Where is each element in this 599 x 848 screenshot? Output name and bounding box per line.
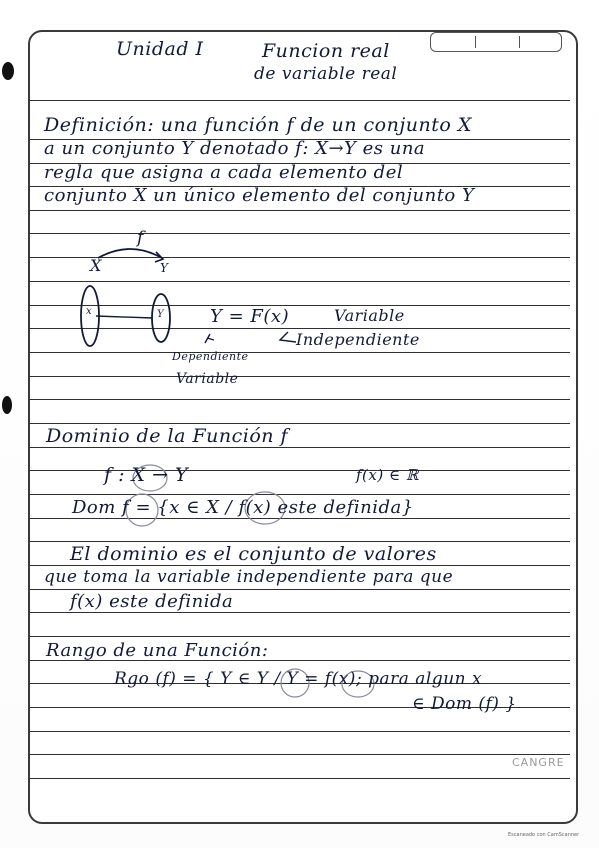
range-formula-line-1: Rgo (f) = { Y ∈ Y / Y = f(x); para algun x	[114, 669, 483, 689]
oval-y-label: Y	[157, 309, 165, 320]
dependent-label: Dependiente	[172, 350, 249, 363]
function-equation: Y = F(x)	[210, 306, 290, 327]
range-heading: Rango de una Función:	[46, 640, 269, 661]
domain-formula: Dom f = {x ∈ X / f(x) este definida}	[72, 497, 414, 518]
independent-label: Independiente	[296, 330, 420, 349]
domain-text-line-2: que toma la variable independiente para que	[44, 567, 454, 587]
definition-line-2: a un conjunto Y denotado f: X→Y es una	[44, 138, 426, 159]
mapping-arrow	[98, 249, 162, 258]
domain-mapping: f : X → Y	[104, 464, 189, 486]
variable-bottom-label: Variable	[176, 371, 239, 387]
definition-line-4: conjunto X un único elemento del conjunto Y	[44, 185, 475, 206]
variable-top-label: Variable	[334, 306, 405, 325]
domain-text-line-3: f(x) este definida	[70, 591, 234, 612]
range-formula-line-2: ∈ Dom (f) }	[412, 694, 517, 714]
oval-x-label: x	[86, 306, 93, 317]
domain-membership: f(x) ∈ ℝ	[356, 466, 419, 484]
notebook-brand-stamp: CANGRE	[512, 756, 565, 769]
scanner-watermark: Escaneado con CamScanner	[508, 832, 580, 838]
domain-text-line-1: El dominio es el conjunto de valores	[70, 543, 437, 565]
oval-connector	[96, 316, 152, 318]
f-arrow-label: f	[137, 228, 144, 248]
y-set-label: Y	[160, 261, 169, 275]
unit-title: Unidad I	[116, 38, 204, 60]
x-set-label: X	[90, 256, 102, 275]
dependent-pointer	[205, 334, 214, 343]
page-title-line1: Funcion real	[262, 40, 390, 62]
independent-pointer	[280, 332, 296, 342]
definition-line-3: regla que asigna a cada elemento del	[44, 162, 404, 183]
page-title-line2: de variable real	[254, 64, 398, 84]
domain-heading: Dominio de la Función f	[46, 425, 289, 447]
definition-line-1: Definición: una función f de un conjunto X	[44, 114, 472, 136]
